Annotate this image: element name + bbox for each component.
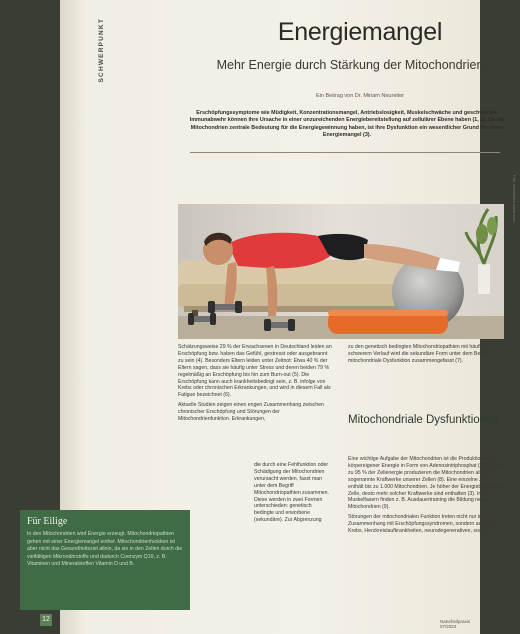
page-number: 12 xyxy=(40,614,52,626)
text-column-right-lower xyxy=(348,456,504,538)
paragraph: zu den genetisch bedingten Mitochondriopathien mit häufig schwerem Verlauf wird die sekundäre Form unter dem Begriff mitochondriale Dysfunktion zusammengefasst (7). xyxy=(348,344,489,364)
photo-credit: Foto: fizkes/stock.adobe.com xyxy=(512,175,516,222)
lead-paragraph: Erschöpfungssymptome wie Müdigkeit, Konzentrationsmangel, Antriebslosigkeit, Muskelschwäche und geschwächte Immunabwehr können ihre Ursache in einer unzureichenden Energiebereitstellung auf zellulärer Ebene haben (1, 2). Da die Mitochondrien zentrale Bedeutung für die Energiegewinnung haben, ist ihre Dysfunktion ein wesentlicher Grund für einen Energiemangel (3). xyxy=(189,110,505,139)
article-title: Energiemangel xyxy=(277,18,443,46)
tired-man-sofa-illustration xyxy=(178,204,504,339)
summary-box xyxy=(20,510,190,610)
article-photo xyxy=(178,204,504,339)
magazine-footer: Naturheilpraxis 07/2024 xyxy=(440,619,471,629)
paragraph: Aktuelle Studien zeigen einen engen Zusammenhang zwischen chronischer Erschöpfung und Störungen der Mitochondrienfunktion. Erkrankungen, xyxy=(178,402,324,423)
paragraph: Schätzungsweise 29 % der Erwachsenen in Deutschland leiden an Erschöpfung bzw. haben das Gefühl, gestresst oder ausgebrannt zu sein (4). Besonders Eltern leiden unter Zeitnot: Etwa 40 % der Eltern sagen, dass sie häufig unter Stress und deren beiden 79 % regelmäßig an Erschöpfung bis hin zum Burn-out (5). Die Erschöpfung kann auch krankheitsbedingt sein, z. B. infolge von Krebs oder chronischen Erkrankungen, und wird in diesem Fall als Fatigue bezeichnet (6). xyxy=(178,344,332,399)
summary-box-text: In den Mitochondrien wird Energie erzeugt. Mitochondriopathien gehen mit einer Energiemangel einher. Mitochondrienfunktion ist aber nicht das Gesundheitsziel allein, da sie in den Zellen durch die vielfältigen Mikronährstoffe und dadurch Coenzym Q10, z. B. Vitaminen und Mineralstoffen Vitamin D und B. xyxy=(27,531,183,568)
section-label: SCHWERPUNKT xyxy=(98,18,105,83)
summary-box-title: Für Eilige xyxy=(27,516,68,527)
divider xyxy=(190,152,500,153)
section-heading: Mitochondriale Dysfunktionen xyxy=(348,414,499,426)
paragraph: Störungen der mitochondrialen Funktion treten nicht nur im Zusammenhang mit Erschöpfungssyndromen, sondern auch bei Krebs, Herzkreislaufkrankheiten, neurodegenerativen, sowie xyxy=(348,514,496,535)
paragraph: die durch eine Fehlfunktion oder Schädigung der Mitochondrien verursacht werden, fasst man unter dem Begriff Mitochondriopathien zusammen. Diese werden in zwei Formen unterschieden: genetisch bedingte und erworbene (sekundäre). Zur Abgrenzung xyxy=(254,462,329,524)
text-column-left xyxy=(178,344,333,426)
text-column-right xyxy=(348,344,504,368)
article-subtitle: Mehr Energie durch Stärkung der Mitochondrien xyxy=(216,58,484,72)
text-column-left-continued xyxy=(254,462,333,527)
byline: Ein Beitrag von Dr. Miriam Neureiter xyxy=(315,93,405,99)
paragraph: Eine wichtige Aufgabe der Mitochondrien ist die Produktion von körpereigener Energie in Form von Adenosintriphosphat (ATP). Bis zu 95 % der Zellenergie produzieren die Mitochondrien als sogenannte Kraftwerke unserer Zellen (8). Eine einzelne Zelle enthält bis zu 1.000 Mitochondrien. Je höher der Energiebedarf der Zelle, desto mehr solcher Kraftwerke sind enthalten (3). In den Muskelfasern finden z. B. Ausdauertraining die Bildung neuer Mitochondrien (9). xyxy=(348,456,502,511)
